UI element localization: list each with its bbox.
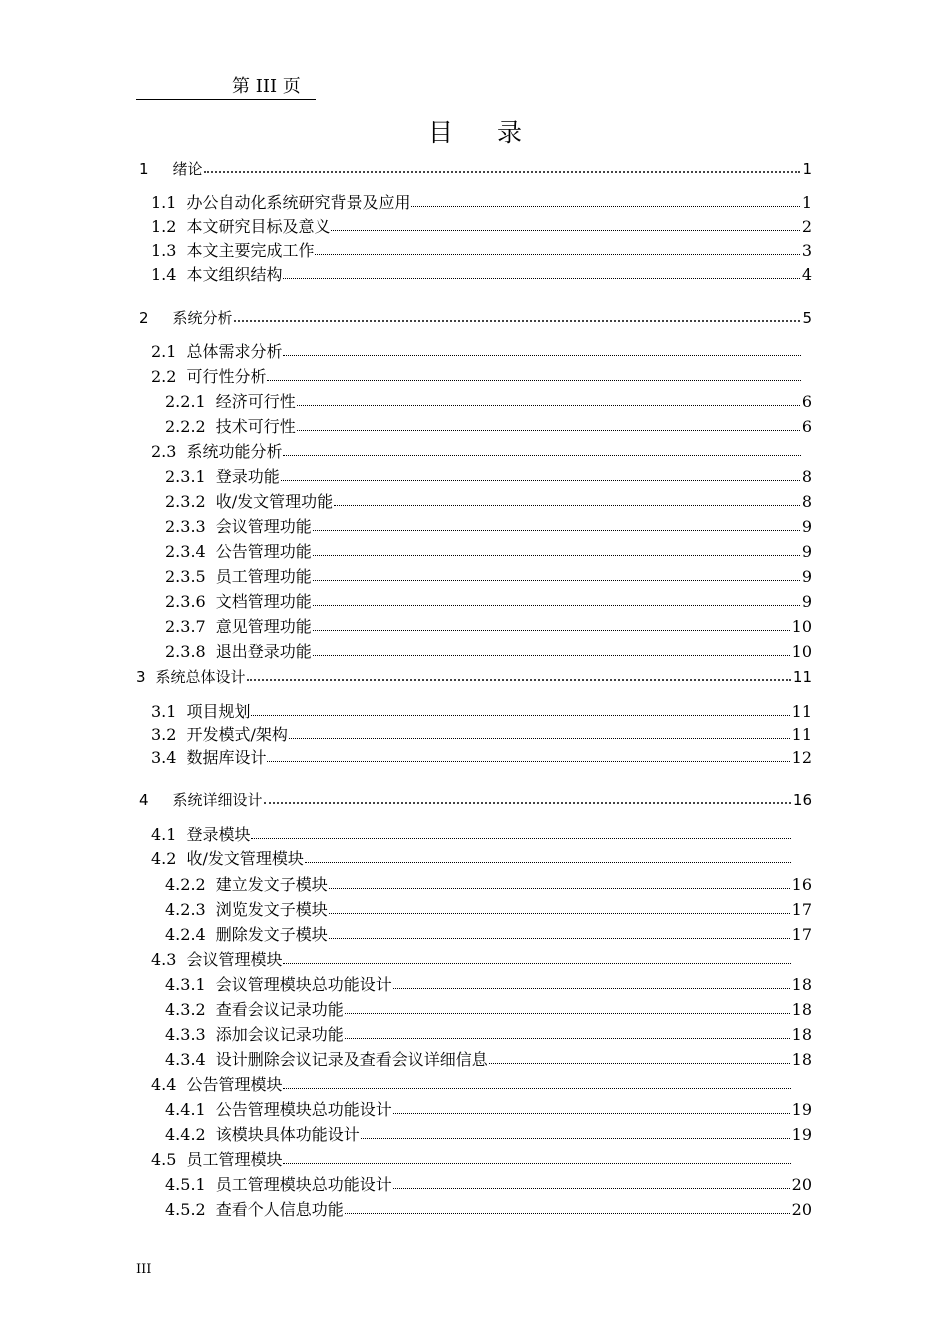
toc-entry-number: 2.3.5 — [165, 567, 206, 586]
toc-entry-page: 17 — [791, 900, 812, 919]
toc-entry-title: 系统功能分析 — [186, 442, 283, 461]
toc-dot-leader — [264, 788, 791, 804]
toc-dot-leader — [411, 192, 799, 207]
toc-entry-title: 文档管理功能 — [215, 592, 312, 611]
toc-dot-leader — [315, 240, 799, 255]
toc-dot-leader — [281, 466, 800, 481]
toc-dot-leader — [251, 701, 789, 716]
header-page-label: 第 III 页 — [232, 76, 301, 97]
toc-entry-title: 系统详细设计 — [172, 791, 263, 809]
toc-entry[interactable] — [151, 747, 812, 769]
toc-entry-page: 9 — [801, 592, 812, 611]
toc-entry-page: 16 — [791, 875, 812, 894]
toc-entry[interactable] — [151, 240, 812, 262]
toc-entry-page: 18 — [791, 1050, 812, 1069]
toc-entry-title: 公告管理模块 — [186, 1075, 283, 1094]
toc-entry[interactable] — [151, 366, 803, 388]
toc-entry-title: 可行性分析 — [186, 367, 267, 386]
toc-entry-number: 4.3.4 — [165, 1050, 206, 1069]
toc-dot-leader — [283, 1149, 791, 1164]
toc-entry-title: 技术可行性 — [215, 417, 296, 436]
toc-entry-page: 2 — [801, 217, 812, 236]
toc-dot-leader — [313, 516, 800, 531]
toc-entry-number: 2.3.6 — [165, 592, 206, 611]
toc-entry-page: 9 — [801, 542, 812, 561]
toc-entry-number: 4.3.3 — [165, 1025, 206, 1044]
toc-dot-leader — [313, 591, 800, 606]
toc-entry-number: 4.5.1 — [165, 1175, 206, 1194]
toc-entry-page: 6 — [801, 392, 812, 411]
toc-entry-number: 4.4.1 — [165, 1100, 206, 1119]
toc-entry[interactable] — [165, 641, 812, 663]
toc-entry-page: 11 — [791, 702, 812, 721]
toc-entry-title: 数据库设计 — [186, 748, 267, 767]
toc-entry-page: 18 — [791, 1000, 812, 1019]
toc-dot-leader — [393, 1099, 790, 1114]
toc-dot-leader — [313, 541, 800, 556]
toc-entry-number: 4.3 — [151, 950, 177, 969]
toc-entry[interactable] — [151, 724, 812, 746]
toc-entry-number: 2.2 — [151, 367, 177, 386]
toc-dot-leader — [251, 824, 791, 839]
toc-entry[interactable] — [165, 1124, 812, 1146]
toc-entry[interactable] — [165, 999, 812, 1021]
toc-dot-leader — [345, 999, 790, 1014]
toc-entry[interactable] — [165, 516, 812, 538]
toc-entry-title: 意见管理功能 — [215, 617, 312, 636]
toc-entry[interactable] — [151, 1149, 793, 1171]
toc-entry-title: 开发模式/架构 — [186, 725, 288, 744]
toc-dot-leader — [305, 848, 791, 863]
toc-dot-leader — [313, 641, 790, 656]
toc-dot-leader — [234, 306, 801, 322]
toc-dot-leader — [204, 157, 801, 173]
toc-entry-title: 本文主要完成工作 — [186, 241, 315, 260]
toc-entry-number: 1 — [139, 160, 149, 178]
toc-entry-number: 1.4 — [151, 265, 177, 284]
toc-entry-page: 8 — [801, 467, 812, 486]
toc-entry-number: 2.2.2 — [165, 417, 206, 436]
toc-entry-number: 4.3.2 — [165, 1000, 206, 1019]
toc-entry-page: 9 — [801, 517, 812, 536]
toc-entry-title: 添加会议记录功能 — [215, 1025, 344, 1044]
toc-dot-leader — [283, 1074, 791, 1089]
toc-entry-title: 设计删除会议记录及查看会议详细信息 — [215, 1050, 488, 1069]
toc-entry-page: 9 — [801, 567, 812, 586]
toc-entry-number: 2.3.7 — [165, 617, 206, 636]
toc-entry[interactable] — [165, 1199, 812, 1221]
toc-entry[interactable] — [165, 974, 812, 996]
toc-entry-number: 2 — [139, 309, 149, 327]
toc-entry-page: 19 — [791, 1125, 812, 1144]
toc-entry-title: 会议管理模块总功能设计 — [215, 975, 392, 994]
toc-entry[interactable] — [151, 264, 812, 286]
toc-entry[interactable] — [165, 1174, 812, 1196]
toc-dot-leader — [247, 665, 791, 681]
toc-entry-page: 17 — [791, 925, 812, 944]
toc-entry-title: 登录功能 — [215, 467, 280, 486]
toc-entry-title: 经济可行性 — [215, 392, 296, 411]
toc-entry-page: 10 — [791, 642, 812, 661]
toc-entry[interactable] — [151, 848, 793, 870]
toc-entry[interactable] — [165, 874, 812, 896]
toc-entry[interactable] — [139, 307, 812, 329]
toc-dot-leader — [334, 491, 800, 506]
toc-entry[interactable] — [165, 566, 812, 588]
toc-entry-title: 收/发文管理功能 — [215, 492, 334, 511]
toc-entry-page: 20 — [791, 1200, 812, 1219]
toc-entry-page: 1 — [802, 160, 812, 178]
toc-entry[interactable] — [165, 416, 812, 438]
toc-entry[interactable] — [151, 1074, 793, 1096]
toc-dot-leader — [283, 341, 801, 356]
toc-entry-number: 1.3 — [151, 241, 177, 260]
toc-entry[interactable] — [136, 666, 812, 688]
footer-page-number: III — [136, 1262, 152, 1277]
toc-entry-title: 公告管理功能 — [215, 542, 312, 561]
toc-entry-number: 1.1 — [151, 193, 177, 212]
toc-entry[interactable] — [151, 949, 793, 971]
toc-entry[interactable] — [151, 216, 812, 238]
toc-entry-page: 20 — [791, 1175, 812, 1194]
toc-entry[interactable] — [139, 789, 812, 811]
toc-entry-number: 3 — [136, 668, 146, 686]
toc-entry[interactable] — [165, 391, 812, 413]
toc-entry-title: 查看个人信息功能 — [215, 1200, 344, 1219]
toc-entry-number: 4.1 — [151, 825, 177, 844]
toc-entry-number: 2.3.8 — [165, 642, 206, 661]
toc-entry-title: 系统总体设计 — [155, 668, 246, 686]
toc-entry-page: 6 — [801, 417, 812, 436]
toc-entry-number: 4.3.1 — [165, 975, 206, 994]
toc-entry[interactable] — [165, 466, 812, 488]
toc-entry[interactable] — [165, 1099, 812, 1121]
toc-entry-title: 办公自动化系统研究背景及应用 — [186, 193, 411, 212]
toc-entry-number: 3.4 — [151, 748, 177, 767]
toc-entry[interactable] — [165, 924, 812, 946]
toc-entry-number: 1.2 — [151, 217, 177, 236]
toc-dot-leader — [331, 216, 799, 231]
toc-entry-number: 4.4.2 — [165, 1125, 206, 1144]
toc-dot-leader — [329, 924, 790, 939]
toc-entry-number: 2.1 — [151, 342, 177, 361]
toc-entry-title: 绪论 — [172, 160, 203, 178]
toc-dot-leader — [345, 1024, 790, 1039]
toc-entry-number: 2.3 — [151, 442, 177, 461]
toc-entry-page: 18 — [791, 975, 812, 994]
toc-dot-leader — [329, 899, 790, 914]
toc-entry-number: 3.1 — [151, 702, 177, 721]
toc-entry[interactable] — [151, 192, 812, 214]
toc-entry-title: 总体需求分析 — [186, 342, 283, 361]
toc-dot-leader — [393, 974, 790, 989]
toc-entry-page: 4 — [801, 265, 812, 284]
toc-dot-leader — [329, 874, 790, 889]
toc-entry-title: 查看会议记录功能 — [215, 1000, 344, 1019]
toc-dot-leader — [267, 747, 789, 762]
toc-entry-page: 5 — [802, 309, 812, 327]
toc-title: 目录 — [427, 118, 566, 147]
toc-entry-number: 4.2.4 — [165, 925, 206, 944]
toc-entry-title: 员工管理模块总功能设计 — [215, 1175, 392, 1194]
toc-entry-number: 2.3.4 — [165, 542, 206, 561]
toc-entry-title: 会议管理模块 — [186, 950, 283, 969]
toc-dot-leader — [283, 949, 791, 964]
toc-dot-leader — [267, 366, 801, 381]
toc-entry-title: 该模块具体功能设计 — [215, 1125, 360, 1144]
toc-dot-leader — [289, 724, 790, 739]
toc-entry[interactable] — [165, 1049, 812, 1071]
toc-dot-leader — [297, 391, 800, 406]
toc-entry-number: 4.5 — [151, 1150, 177, 1169]
toc-entry-title: 建立发文子模块 — [215, 875, 328, 894]
toc-entry-number: 4.2.2 — [165, 875, 206, 894]
toc-entry[interactable] — [165, 899, 812, 921]
toc-dot-leader — [489, 1049, 790, 1064]
toc-entry-title: 会议管理功能 — [215, 517, 312, 536]
toc-dot-leader — [313, 566, 800, 581]
toc-entry-number: 2.3.3 — [165, 517, 206, 536]
toc-entry-title: 员工管理模块 — [186, 1150, 283, 1169]
toc-entry-number: 4.5.2 — [165, 1200, 206, 1219]
toc-entry-title: 系统分析 — [172, 309, 233, 327]
toc-entry-page: 19 — [791, 1100, 812, 1119]
page-header — [136, 76, 316, 100]
toc-entry-number: 4 — [139, 791, 149, 809]
toc-dot-leader — [297, 416, 800, 431]
toc-entry-number: 4.2 — [151, 849, 177, 868]
toc-entry-title: 本文研究目标及意义 — [186, 217, 331, 236]
toc-entry-page: 11 — [792, 668, 812, 686]
toc-dot-leader — [283, 441, 801, 456]
toc-entry[interactable] — [151, 441, 803, 463]
toc-entry-page: 18 — [791, 1025, 812, 1044]
toc-entry-title: 员工管理功能 — [215, 567, 312, 586]
toc-entry[interactable] — [165, 1024, 812, 1046]
toc-entry-number: 4.2.3 — [165, 900, 206, 919]
toc-entry-number: 2.3.1 — [165, 467, 206, 486]
toc-entry-number: 4.4 — [151, 1075, 177, 1094]
toc-entry-page: 16 — [792, 791, 812, 809]
toc-entry-title: 删除发文子模块 — [215, 925, 328, 944]
toc-entry[interactable] — [165, 491, 812, 513]
toc-entry-title: 浏览发文子模块 — [215, 900, 328, 919]
toc-dot-leader — [313, 616, 790, 631]
toc-entry[interactable] — [165, 591, 812, 613]
toc-entry[interactable] — [165, 541, 812, 563]
toc-entry-page: 10 — [791, 617, 812, 636]
toc-entry[interactable] — [139, 158, 812, 180]
toc-entry-title: 退出登录功能 — [215, 642, 312, 661]
toc-entry-number: 3.2 — [151, 725, 177, 744]
toc-entry-title: 收/发文管理模块 — [186, 849, 304, 868]
toc-entry[interactable] — [151, 701, 812, 723]
toc-entry-page: 8 — [801, 492, 812, 511]
toc-entry-title: 公告管理模块总功能设计 — [215, 1100, 392, 1119]
toc-entry-number: 2.2.1 — [165, 392, 206, 411]
toc-dot-leader — [393, 1174, 790, 1189]
toc-entry[interactable] — [151, 824, 793, 846]
toc-entry-page: 1 — [801, 193, 812, 212]
toc-entry-number: 2.3.2 — [165, 492, 206, 511]
toc-entry[interactable] — [151, 341, 803, 363]
toc-entry-title: 本文组织结构 — [186, 265, 283, 284]
toc-entry[interactable] — [165, 616, 812, 638]
toc-entry-page: 12 — [791, 748, 812, 767]
toc-dot-leader — [283, 264, 799, 279]
toc-dot-leader — [361, 1124, 790, 1139]
toc-entry-page: 3 — [801, 241, 812, 260]
toc-entry-page: 11 — [791, 725, 812, 744]
toc-dot-leader — [345, 1199, 790, 1214]
toc-entry-title: 登录模块 — [186, 825, 251, 844]
toc-entry-title: 项目规划 — [186, 702, 251, 721]
